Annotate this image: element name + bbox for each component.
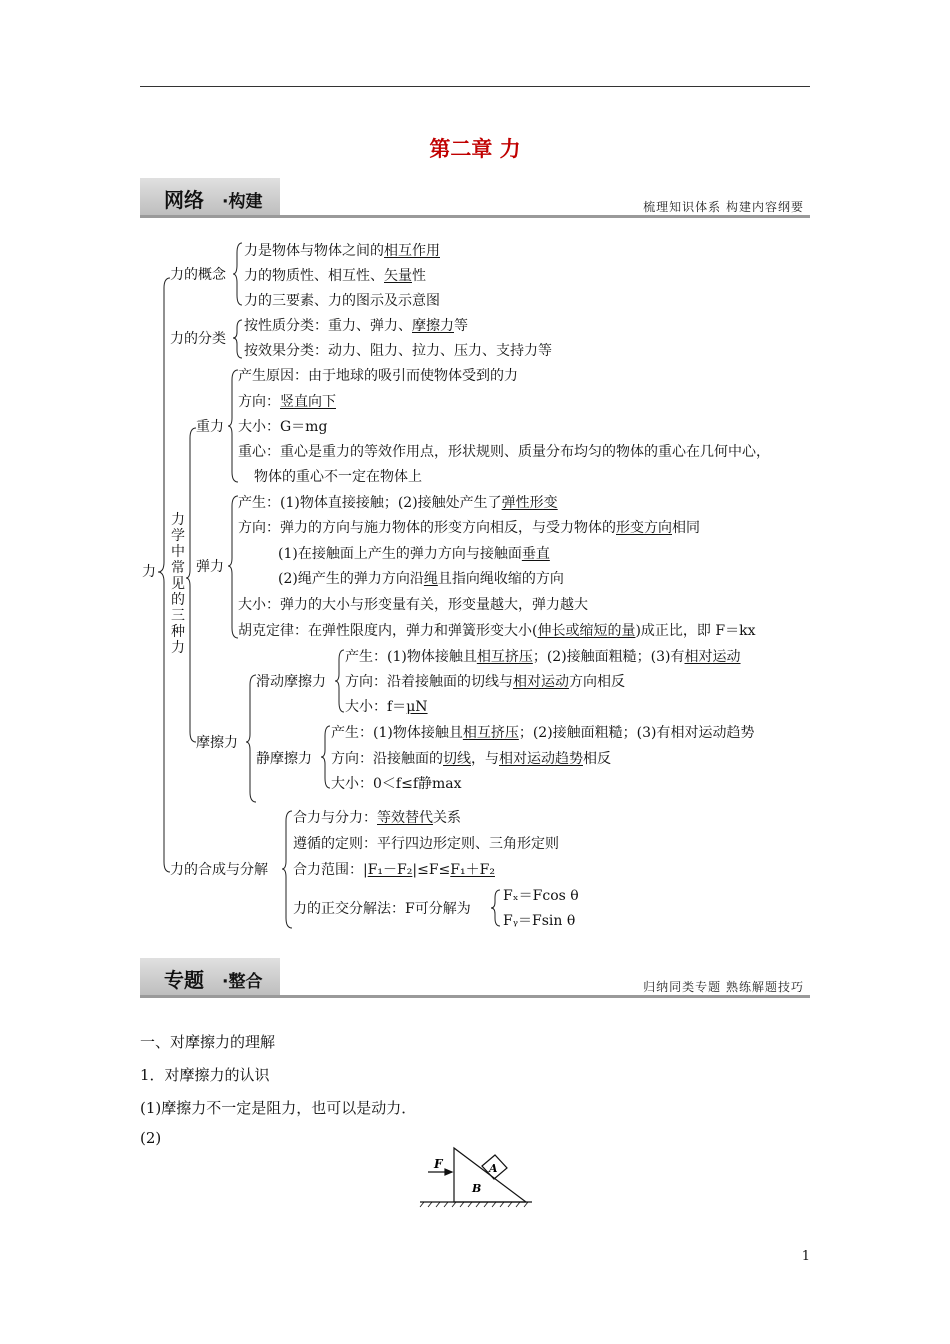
elastic-item-6: 胡克定律：在弹性限度内，弹力和弹簧形变大小(伸长或缩短的量)成正比，即 F＝kx: [238, 623, 756, 639]
node-sliding-friction: 滑动摩擦力: [256, 674, 326, 690]
heading-1: 一、对摩擦力的理解: [140, 1033, 276, 1051]
page-number: 1: [801, 1249, 810, 1264]
gravity-item-1: 产生原因：由于地球的吸引而使物体受到的力: [238, 368, 518, 384]
gravity-item-4: 重心：重心是重力的等效作用点，形状规则、质量分布均匀的物体的重心在几何中心，: [238, 444, 770, 460]
gravity-item-5: 物体的重心不一定在物体上: [254, 469, 422, 485]
label-a: A: [489, 1162, 498, 1175]
section-slogan: 归纳同类专题 熟练解题技巧: [643, 980, 804, 994]
section-title: 网络: [164, 188, 204, 212]
concept-item-1: 力是物体与物体之间的相互作用: [244, 243, 440, 259]
node-gravity: 重力: [196, 419, 224, 435]
elastic-item-2: 方向：弹力的方向与施力物体的形变方向相反，与受力物体的形变方向相同: [238, 520, 700, 536]
label-f: F: [434, 1157, 443, 1171]
static-item-2: 方向：沿接触面的切线，与相对运动趋势相反: [331, 751, 611, 767]
sliding-item-1: 产生：(1)物体接触且相互挤压；(2)接触面粗糙；(3)有相对运动: [345, 649, 741, 665]
concept-item-2: 力的物质性、相互性、矢量性: [244, 268, 426, 284]
static-item-1: 产生：(1)物体接触且相互挤压；(2)接触面粗糙；(3)有相对运动趋势: [331, 725, 755, 741]
gravity-item-2: 方向：竖直向下: [238, 394, 336, 410]
paragraph-1: (1)摩擦力不一定是阻力，也可以是动力．: [140, 1099, 417, 1117]
paragraph-2: (2): [140, 1129, 162, 1147]
label-b: B: [472, 1182, 482, 1195]
elastic-item-5: 大小：弹力的大小与形变量有关，形变量越大，弹力越大: [238, 597, 588, 613]
section-subtitle: ·构建: [222, 192, 263, 212]
sliding-item-3: 大小：f＝μN: [345, 699, 428, 715]
elastic-item-3: (1)在接触面上产生的弹力方向与接触面垂直: [278, 546, 550, 562]
decompose-fy: Fᵧ＝Fsin θ: [503, 913, 576, 929]
heading-2: 1．对摩擦力的认识: [140, 1066, 270, 1084]
section-slogan: 梳理知识体系 构建内容纲要: [643, 200, 804, 214]
decompose-fx: Fₓ＝Fcos θ: [503, 888, 579, 904]
classify-item-1: 按性质分类：重力、弹力、摩擦力等: [244, 318, 468, 334]
compose-item-3: 合力范围：|F₁－F₂|≤F≤F₁＋F₂: [293, 862, 495, 878]
concept-item-3: 力的三要素、力的图示及示意图: [244, 293, 440, 309]
section-title: 专题: [164, 968, 204, 992]
elastic-item-4: (2)绳产生的弹力方向沿绳且指向绳收缩的方向: [278, 571, 564, 587]
node-concept: 力的概念: [170, 267, 226, 283]
section-subtitle: ·整合: [222, 972, 263, 992]
sliding-item-2: 方向：沿着接触面的切线与相对运动方向相反: [345, 674, 625, 690]
gravity-item-3: 大小：G＝mg: [238, 419, 328, 435]
node-friction: 摩擦力: [196, 735, 238, 751]
node-static-friction: 静摩擦力: [256, 751, 312, 767]
chapter-title: 第二章 力: [429, 137, 521, 161]
node-compose: 力的合成与分解: [170, 862, 268, 878]
node-three-forces: 力学中常见的三种力: [171, 512, 185, 656]
compose-item-2: 遵循的定则：平行四边形定则、三角形定则: [293, 836, 559, 852]
arrow-head: [445, 1169, 452, 1175]
classify-item-2: 按效果分类：动力、阻力、拉力、压力、支持力等: [244, 343, 552, 359]
static-item-3: 大小：0＜f≤f静max: [331, 776, 462, 792]
node-elastic: 弹力: [196, 559, 224, 575]
compose-item-1: 合力与分力：等效替代关系: [293, 810, 461, 826]
compose-item-4: 力的正交分解法：F可分解为: [293, 901, 471, 917]
elastic-item-1: 产生：(1)物体直接接触；(2)接触处产生了弹性形变: [238, 495, 558, 511]
node-classify: 力的分类: [170, 331, 226, 347]
ground-hatch: [420, 1202, 528, 1207]
tree-root: 力: [142, 564, 156, 580]
